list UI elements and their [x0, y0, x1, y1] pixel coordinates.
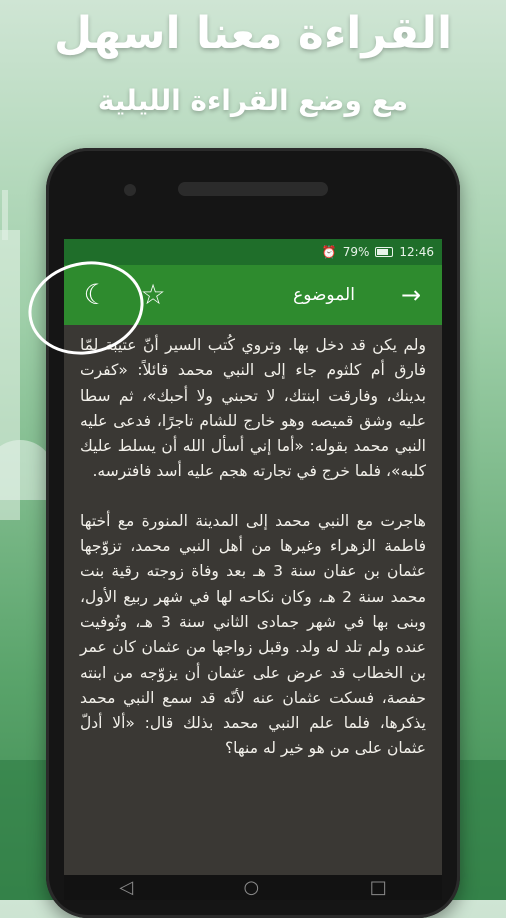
night-mode-moon-icon[interactable]: ☾	[83, 278, 109, 311]
favorite-star-icon[interactable]: ☆	[140, 278, 166, 311]
earpiece-speaker	[178, 182, 328, 196]
article-content[interactable]	[64, 325, 442, 875]
front-camera	[124, 184, 136, 196]
back-arrow-icon[interactable]: →	[400, 281, 422, 309]
promo-subline: مع وضع القراءة الليلية	[97, 84, 409, 117]
alarm-icon: ⏰	[321, 245, 337, 259]
battery-icon	[375, 247, 393, 257]
page-title: الموضوع	[293, 285, 355, 305]
battery-percent: 79%	[342, 245, 370, 259]
nav-home-icon[interactable]: ○	[243, 877, 260, 898]
nav-back-icon[interactable]: ◁	[119, 877, 134, 898]
article-paragraph: هاجرت مع النبي محمد إلى المدينة المنورة مع أختها فاطمة الزهراء وغيرها من أهل النبي محمد، تزوّجها عثمان بن عفان سنة 3 هـ بعد وفاة زوجته رقية بنت محمد سنة 2 هـ، وكان نكاحه لها في شهر ربيع الأول، وبنى بها في شهر جمادى الثاني سنة 3 هـ، وتُوفيت عنده ولم تلد له ولد. وقبل زواجها من عثمان كان عمر بن الخطاب قد عرض على عثمان أن يزوّجه من ابنته حفصة، فسكت عثمان عنه لأنّه قد سمع النبي محمد يذكرها، فلما علم النبي محمد بذلك قال: «ألا أدلّ عثمان على من هو خير له منها؟	[80, 511, 427, 758]
system-nav-bar	[64, 875, 442, 900]
status-bar	[64, 239, 442, 265]
nav-recents-icon[interactable]: □	[369, 877, 387, 898]
article-paragraph: ولم يكن قد دخل بها. وتروي كُتب السير أنّ عتيبة لمّا فارق أم كلثوم جاء إلى النبي محمد قائلاً: «كفرت بدينك، وفارقت ابنتك، لا تحبني ولا أحبك»، ثم سطا عليه وشق قميصه وهو خارج للشام تاجرًا، فدعى عليه النبي محمد بقوله: «أما إني أسأل الله أن يسلط عليك كلبه»، فلما خرج في تجارته هجم عليه أسد فافترسه.	[80, 336, 426, 481]
promo-headline: القراءة معنا اسهل	[53, 8, 453, 59]
status-time: 12:46	[399, 245, 434, 259]
